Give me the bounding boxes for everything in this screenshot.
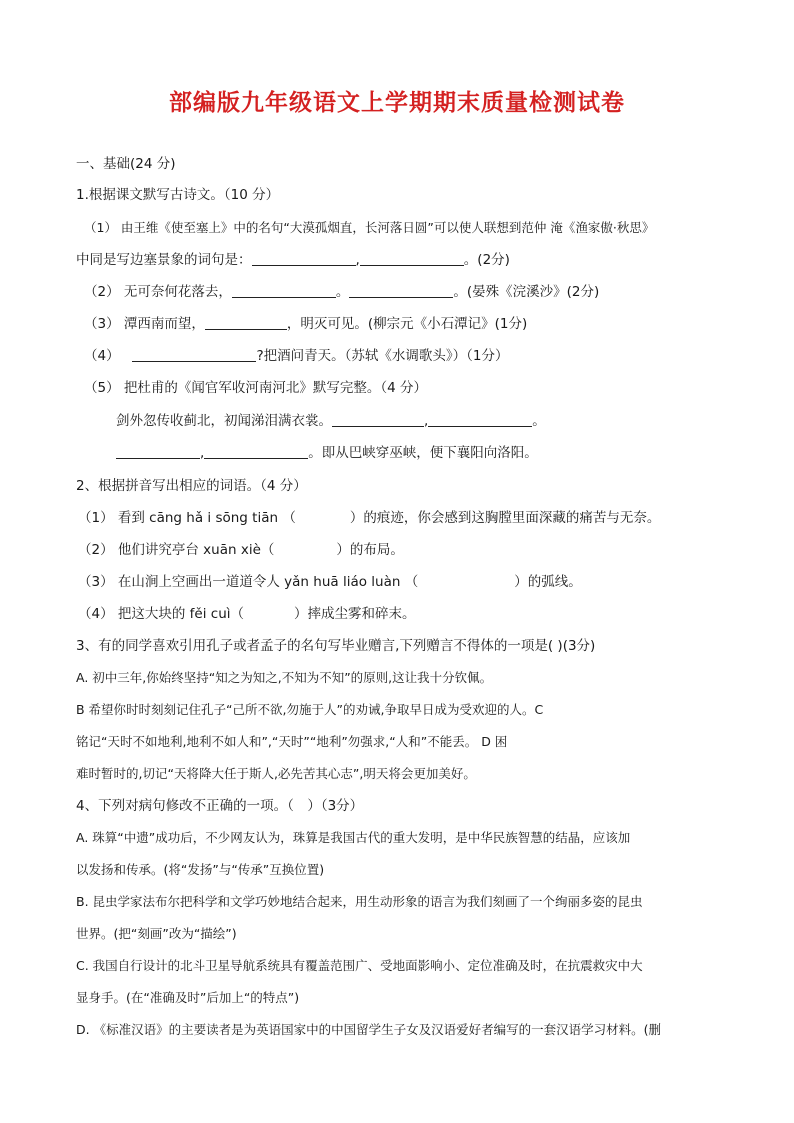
separator: , (200, 445, 205, 461)
poem-line: 。即从巴峡穿巫峡，便下襄阳向洛阳。 (308, 445, 538, 461)
q1-item2-prefix: （2） 无可奈何花落去， (84, 284, 232, 300)
separator: , (355, 252, 360, 268)
separator: 。 (335, 284, 350, 300)
sentence-rest: ）的弧线。 (514, 574, 582, 590)
score-note: 。(2分) (463, 252, 510, 268)
q1-item1-prefix: 中同是写边塞景象的词句是： (76, 252, 252, 268)
q3-option-b: B 希望你时时刻刻记住孔子“己所不欲,勿施于人”的劝诫,争取早日成为受欢迎的人。C (76, 702, 544, 717)
answer-blank[interactable] (349, 282, 453, 298)
q1-item4-suffix: ?把酒问青天。（苏轼《水调歌头》）（1分） (256, 348, 509, 364)
answer-blank[interactable] (360, 250, 464, 266)
answer-blank[interactable] (332, 411, 424, 427)
separator: 。 (532, 413, 546, 429)
answer-blank[interactable] (204, 443, 308, 459)
separator: , (424, 413, 429, 429)
q1-item3-prefix: （3） 潭西南而望， (84, 316, 205, 332)
q4-option-a-line1: A. 珠算“中遗”成功后，不少网友认为，珠算是我国古代的重大发明，是中华民族智慧的结晶，应该加 (76, 830, 631, 845)
q1-stem: 1.根据课文默写古诗文。（10 分） (76, 187, 280, 203)
q2-stem: 2、根据拼音写出相应的词语。（4 分） (76, 478, 307, 494)
q1-item2 (84, 282, 599, 302)
pinyin-prompt: （3） 在山涧上空画出一道道令人 yǎn huā liáo luàn （ (78, 574, 419, 590)
q1-item4-prefix: （4） (84, 348, 120, 364)
sentence-rest: ）的痕迹，你会感到这胸膛里面深藏的痛苦与无奈。 (349, 510, 661, 526)
q1-item4 (84, 346, 508, 366)
q1-item1-line2 (76, 250, 510, 270)
q1-item5-line2 (116, 443, 538, 463)
q2-item1 (78, 508, 660, 528)
q3-option-c: 铭记“天时不如地利,地利不如人和”,“天时”“地利”勿强求,“人和”不能丢。 D 困 (76, 734, 508, 749)
q2-item4 (78, 604, 416, 624)
q1-item3-suffix: ，明灭可见。(柳宗元《小石潭记》(1分) (286, 316, 528, 332)
q1-item1-line1: （1） 由王维《使至塞上》中的名句“大漠孤烟直，长河落日圆”可以使人联想到范仲 淹《渔家傲·秋思》 (84, 220, 655, 235)
section-heading: 一、基础(24 分) (76, 156, 176, 172)
q1-item5-line1 (116, 411, 546, 431)
q2-item3 (78, 572, 582, 592)
answer-blank[interactable] (252, 250, 356, 266)
answer-blank[interactable] (232, 282, 336, 298)
q3-stem: 3、有的同学喜欢引用孔子或者孟子的名句写毕业赠言,下列赠言不得体的一项是( )(3分) (76, 638, 596, 654)
answer-blank[interactable] (428, 411, 532, 427)
page-title: 部编版九年级语文上学期期末质量检测试卷 (169, 89, 625, 116)
pinyin-prompt: （2） 他们讲究亭台 xuān xiè（ (78, 542, 275, 558)
sentence-rest: ）的布局。 (336, 542, 404, 558)
sentence-rest: ）摔成尘雾和碎末。 (294, 606, 416, 622)
answer-blank[interactable] (205, 314, 287, 330)
q4-option-a-line2: 以发扬和传承。(将“发扬”与“传承”互换位置) (76, 862, 325, 877)
answer-blank[interactable] (132, 346, 256, 362)
poem-line: 剑外忽传收蓟北，初闻涕泪满衣裳。 (116, 413, 332, 429)
pinyin-prompt: （4） 把这大块的 fěi cuì（ (78, 606, 245, 622)
q4-option-d-line1: D. 《标准汉语》的主要读者是为英语国家中的中国留学生子女及汉语爱好者编写的一套汉语学习材料。(删 (76, 1022, 661, 1037)
q1-item5: （5） 把杜甫的《闻官军收河南河北》默写完整。（4 分） (84, 380, 428, 396)
q2-item2 (78, 540, 404, 560)
q4-option-b-line1: B. 昆虫学家法布尔把科学和文学巧妙地结合起来，用生动形象的语言为我们刻画了一个绚丽多姿的昆虫 (76, 894, 643, 909)
q4-option-c-line1: C. 我国自行设计的北斗卫星导航系统具有覆盖范围广、受地面影响小、定位准确及时，在抗震救灾中大 (76, 958, 643, 973)
q1-item3 (84, 314, 527, 334)
q3-option-a: A. 初中三年,你始终坚持“知之为知之,不知为不知”的原则,这让我十分钦佩。 (76, 670, 493, 685)
q4-option-c-line2: 显身手。(在“准确及时”后加上“的特点”) (76, 990, 300, 1005)
q4-option-b-line2: 世界。(把“刻画”改为“描绘”) (76, 926, 237, 941)
q3-option-d: 难时暂时的,切记“天将降大任于斯人,必先苦其心志”,明天将会更加美好。 (76, 766, 476, 781)
answer-blank[interactable] (116, 443, 200, 459)
q4-stem: 4、下列对病句修改不正确的一项。（ ）（3分） (76, 798, 364, 814)
pinyin-prompt: （1） 看到 cāng hǎ i sōng tiān （ (78, 510, 296, 526)
score-note: 。(晏殊《浣溪沙》(2分) (453, 284, 600, 300)
